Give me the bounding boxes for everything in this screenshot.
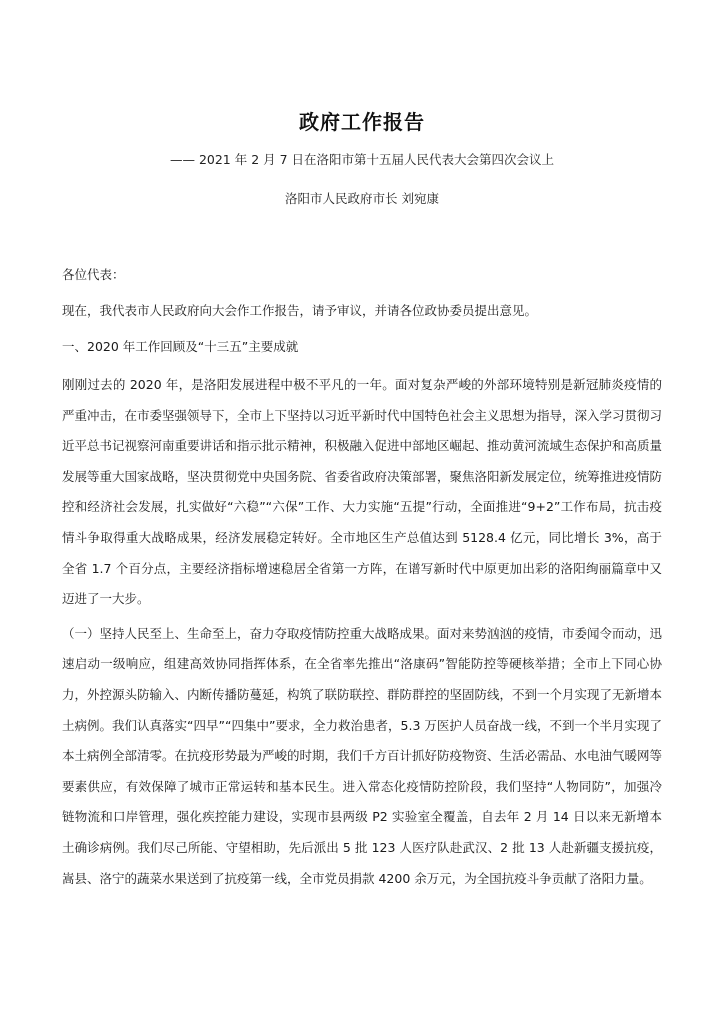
- intro-paragraph: 现在，我代表市人民政府向大会作工作报告，请予审议，并请各位政协委员提出意见。: [62, 303, 538, 318]
- document-title: 政府工作报告: [299, 110, 425, 134]
- body-paragraph-1: 刚刚过去的 2020 年，是洛阳发展进程中极不平凡的一年。面对复杂严峻的外部环境特别是新冠肺炎疫情的严重冲击，在市委坚强领导下，全市上下坚持以习近平新时代中国特色社会主义思想为指导，深入学习贯彻习近平总书记视察河南重要讲话和指示批示精神，积极融入促进中部地区崛起、推动黄河流域生态保护和高质量发展等重大国家战略，坚决贯彻党中央国务院、省委省政府决策部署，聚焦洛阳新发展定位，统筹推进疫情防控和经济社会发展，扎实做好“六稳”“六保”工作、大力实施“五提”行动，全面推进“9+2”工作布局，抗击疫情斗争取得重大战略成果，经济发展稳定转好。全市地区生产总值达到 5128.4 亿元，同比增长 3%，高于全省 1.7 个百分点，主要经济指标增速稳居全省第一方阵，在谱写新时代中原更加出彩的洛阳绚丽篇章中又迈进了一大步。: [62, 377, 663, 607]
- section-heading: 一、2020 年工作回顾及“十三五”主要成就: [62, 339, 299, 354]
- document-body: [62, 264, 662, 894]
- document-author: 洛阳市人民政府市长 刘宛康: [285, 191, 439, 206]
- body-paragraph-2: （一）坚持人民至上、生命至上，奋力夺取疫情防控重大战略成果。面对来势汹汹的疫情，市委闻令而动，迅速启动一级响应，组建高效协同指挥体系，在全省率先推出“洛康码”智能防控等硬核举措；全市上下同心协力，外控源头防输入、内断传播防蔓延，构筑了联防联控、群防群控的坚固防线，不到一个月实现了无新增本土病例。我们认真落实“四早”“四集中”要求，全力救治患者，5.3 万医护人员奋战一线，不到一个半月实现了本土病例全部清零。在抗疫形势最为严峻的时期，我们千方百计抓好防疫物资、生活必需品、水电油气暖网等要素供应，有效保障了城市正常运转和基本民生。进入常态化疫情防控阶段，我们坚持“人物同防”，加强冷链物流和口岸管理，强化疾控能力建设，实现市县两级 P2 实验室全覆盖，自去年 2 月 14 日以来无新增本土确诊病例。我们尽己所能、守望相助，先后派出 5 批 123 人医疗队赴武汉、2 批 13 人赴新疆支援抗疫，嵩县、洛宁的蔬菜水果送到了抗疫第一线，全市党员捐款 4200 余万元，为全国抗疫斗争贡献了洛阳力量。: [62, 625, 663, 886]
- greeting: 各位代表：: [62, 267, 125, 282]
- document-subtitle: —— 2021 年 2 月 7 日在洛阳市第十五届人民代表大会第四次会议上: [169, 152, 555, 167]
